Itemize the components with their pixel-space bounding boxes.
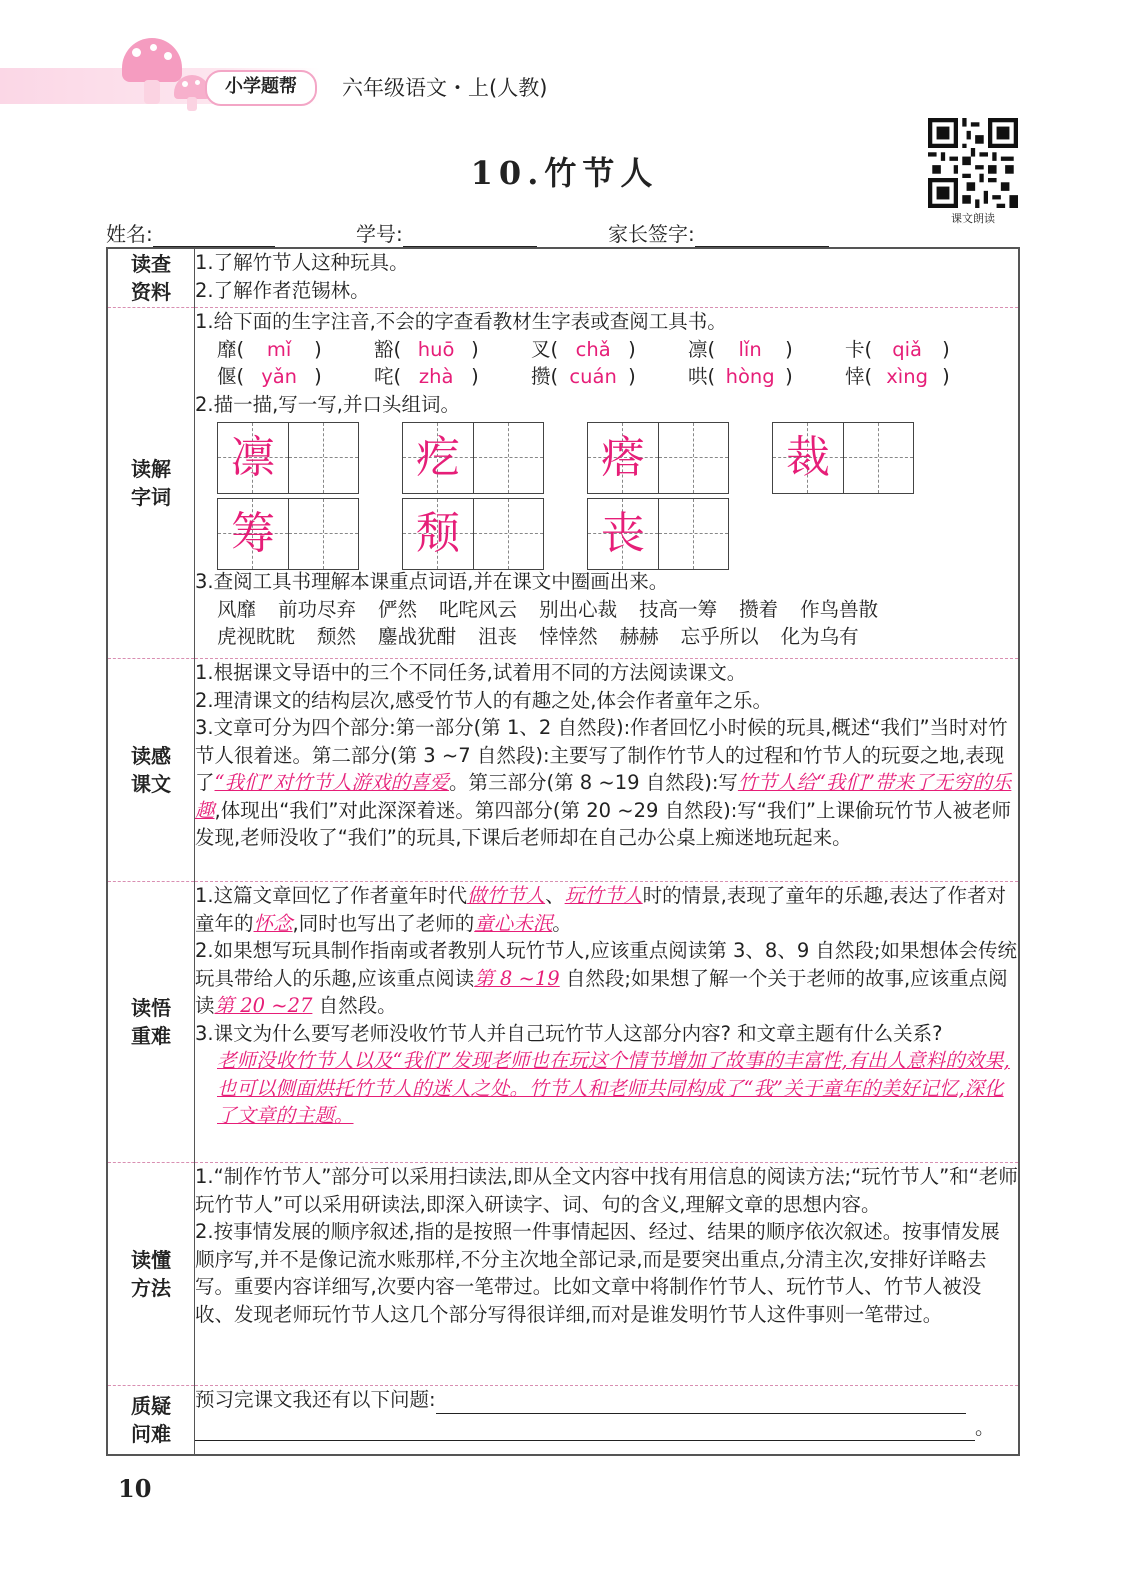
worksheet-table [106,247,1020,1456]
pinyin-row: 靡( mǐ ) 豁( huō ) 叉( chǎ ) 凛( lǐn ) 卡( qiǎ ) [217,337,950,361]
tianzige-box[interactable]: 筹 [217,498,359,570]
handwritten-answer: 老师没收竹节人以及“我们”发现老师也在玩这个情节增加了故事的丰富性,有出人意料的效果,也可以侧面烘托竹节人的迷人之处。竹节人和老师共同构成了“我”关于童年的美好记忆,深化了文章的主题。 [217,1049,1010,1127]
page-number: 10 [118,1474,152,1503]
section-content [195,308,1020,659]
section-label: 读查 资料 [107,248,195,308]
tianzige-box[interactable]: 丧 [587,498,729,570]
section-label: 读懂 方法 [107,1163,195,1386]
tianzige-box[interactable]: 凛 [217,422,359,494]
word-list: 虎视眈眈 颓然 鏖战犹酣 沮丧 悻悻然 赫赫 忘乎所以 化为乌有 [217,625,859,648]
tianzige-box[interactable]: 裁 [772,422,914,494]
tianzige-box[interactable]: 颓 [402,498,544,570]
question-prompt: 预习完课文我还有以下问题: [195,1388,436,1411]
qr-caption: 课文朗读 [951,212,995,225]
section-read-materials [107,248,1019,308]
section-content: 1.了解竹节人这种玩具。 2.了解作者范锡林。 [195,248,1020,308]
brand-label: 小学题帮 [205,70,317,106]
name-label: 姓名: [106,222,153,246]
parent-signature-field[interactable] [608,218,829,247]
tianzige-grid [195,418,1018,568]
section-content: 1.“制作竹节人”部分可以采用扫读法,即从全文内容中找有用信息的阅读方法;“玩竹节人”和“老师玩竹节人”可以采用研读法,即深入研读字、词、句的含义,理解文章的思想内容。 2.按事情发展的顺序叙述,指的是按照一件事情起因、经过、结果的顺序依次叙述。按事情发展顺序写,并不是像记流水账那样,不分主次地全部记录,而是要突出重点,分清主次,安排好详略去写。重要内容详细写,次要内容一笔带过。比如文章中将制作竹节人、玩竹节人、竹节人被没收、发现老师玩竹节人这几个部分写得很详细,而对是谁发明竹节人这件事则一笔带过。 [195,1163,1020,1386]
name-field[interactable] [106,218,275,247]
parent-signature-label: 家长签字: [608,222,695,246]
student-id-label: 学号: [356,222,403,246]
answer-line[interactable] [436,1393,966,1414]
tianzige-box[interactable]: 瘩 [587,422,729,494]
section-content: 1.根据课文导语中的三个不同任务,试着用不同的方法阅读课文。 2.理清课文的结构层次,感受竹节人的有趣之处,体会作者童年之乐。 3.文章可分为四个部分:第一部分(第 1、2 自然段):作者回忆小时候的玩具,概述“我们”当时对竹节人很着迷。第二部分(第 3 ~7 自然段):主要写了制作竹节人的过程和竹节人的玩耍之地,表现了“我们”对竹节人游戏的喜爱。第三部分(第 8 ~19 自然段):写竹节人给“我们”带来了无穷的乐趣,体现出“我们”对此深深着迷。第四部分(第 20 ~29 自然段):写“我们”上课偷玩竹节人被老师发现,老师没收了“我们”的玩具,下课后老师却在自己办公桌上痴迷地玩起来。 [195,659,1020,882]
section-key-points [107,882,1019,1163]
question-pinyin: 1.给下面的生字注音,不会的字查看教材生字表或查阅工具书。 [195,310,727,333]
student-id-field[interactable] [356,218,537,247]
page-title: 10.竹节人 [470,154,659,192]
header-subject: 六年级语文・上(人教) [342,76,548,100]
section-methods [107,1163,1019,1386]
tianzige-box[interactable]: 疙 [402,422,544,494]
section-vocabulary [107,308,1019,659]
question-words: 3.查阅工具书理解本课重点词语,并在课文中圈画出来。 [195,570,669,593]
pinyin-row: 偃( yǎn ) 咤( zhà ) 攒( cuán ) 哄( hòng ) 悻( xìng ) [217,365,950,388]
section-label: 读解 字词 [107,308,195,659]
answer-line[interactable] [195,1420,975,1441]
section-label: 质疑 问难 [107,1386,195,1456]
question-trace: 2.描一描,写一写,并口头组词。 [195,392,461,416]
mushroom-logo-icon [122,38,182,82]
word-list: 风靡 前功尽弃 俨然 叱咤风云 别出心裁 技高一筹 攒着 作鸟兽散 [217,597,879,621]
section-questions [107,1386,1019,1456]
section-label: 读悟 重难 [107,882,195,1163]
section-content: 1.这篇文章回忆了作者童年时代做竹节人、玩竹节人时的情景,表现了童年的乐趣,表达了作者对童年的怀念,同时也写出了老师的童心未泯。 2.如果想写玩具制作指南或者教别人玩竹节人,应该重点阅读第 3、8、9 自然段;如果想体会传统玩具带给人的乐趣,应该重点阅读第 8 ~19 自然段;如果想了解一个关于老师的故事,应该重点阅读第 20 ~27 自然段。 3.课文为什么要写老师没收竹节人并自己玩竹节人这部分内容? 和文章主题有什么关系? 老师没收竹节人以及“我们”发现老师也在玩这个情节增加了故事的丰富性,有出人意料的效果,也可以侧面烘托竹节人的迷人之处。竹节人和老师共同构成了“我”关于童年的美好记忆,深化了文章的主题。 [195,882,1020,1163]
section-feel-text [107,659,1019,882]
qr-code-icon[interactable] [928,118,1018,208]
section-content: 预习完课文我还有以下问题: 。 [195,1386,1020,1456]
section-label: 读感 课文 [107,659,195,882]
